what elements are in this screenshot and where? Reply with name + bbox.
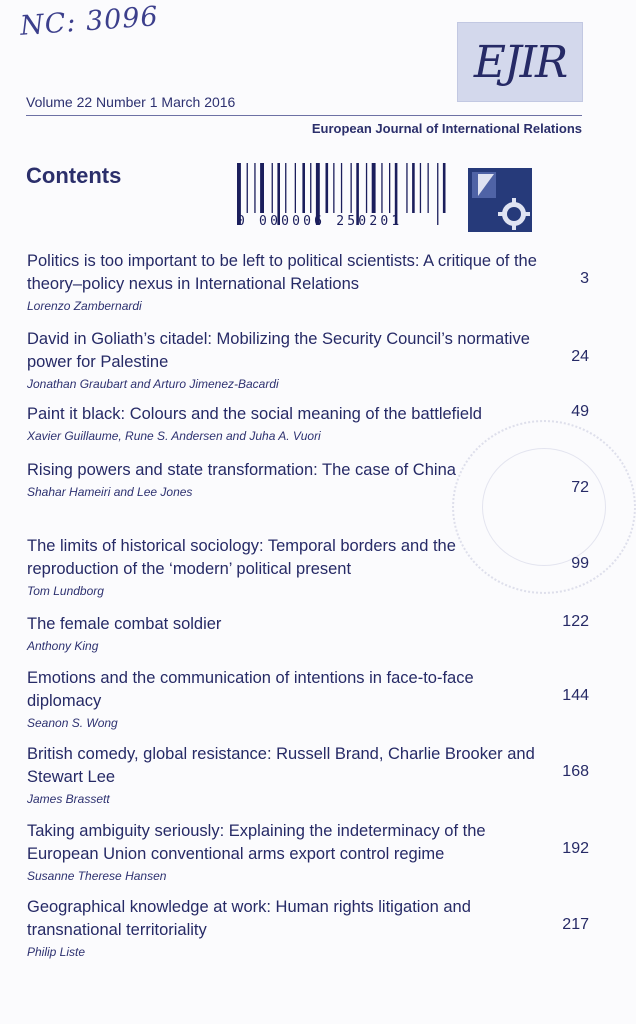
article-title: Taking ambiguity seriously: Explaining the indeterminacy of the European Union conventional arms export control regime [27,822,486,863]
article-title: Emotions and the communication of intentions in face-to-face diplomacy [27,669,474,710]
toc-entry [27,667,627,730]
handwritten-note: NC: 3096 [19,1,160,42]
article-title: Rising powers and state transformation: The case of China [27,461,456,479]
toc-entry [27,328,627,391]
toc-entry [27,743,627,806]
toc-entry [27,250,627,313]
barcode-digits: 0 000006 250201 [237,214,403,229]
journal-logo: EJIR [457,22,583,102]
article-page-number: 49 [571,403,589,420]
contents-heading: Contents [26,163,122,188]
article-authors: Shahar Hameiri and Lee Jones [27,485,193,499]
toc-entry [27,820,627,883]
article-title: The female combat soldier [27,615,222,633]
toc-entry [27,535,627,598]
volume-line: Volume 22 Number 1 March 2016 [26,94,236,110]
toc-entry [27,403,627,443]
article-page-number: 192 [562,840,589,857]
toc-entry [27,896,627,959]
article-page-number: 122 [562,613,589,630]
article-title: The limits of historical sociology: Temporal borders and the reproduction of the ‘modern’ political present [27,537,456,578]
article-authors: Xavier Guillaume, Rune S. Andersen and Juha A. Vuori [27,429,321,443]
article-authors: Anthony King [27,639,99,653]
article-page-number: 217 [562,916,589,933]
article-page-number: 72 [571,479,589,496]
article-authors: Jonathan Graubart and Arturo Jimenez-Bacardi [27,377,279,391]
article-title: David in Goliath’s citadel: Mobilizing the Security Council’s normative power for Palestine [27,330,530,371]
article-page-number: 99 [571,555,589,572]
article-authors: Lorenzo Zambernardi [27,299,142,313]
article-page-number: 144 [562,687,589,704]
article-authors: Tom Lundborg [27,584,104,598]
article-authors: Seanon S. Wong [27,716,118,730]
journal-name: European Journal of International Relations [311,121,582,136]
article-page-number: 168 [562,763,589,780]
article-authors: Philip Liste [27,945,86,959]
article-page-number: 3 [580,270,589,287]
article-title: Paint it black: Colours and the social meaning of the battlefield [27,405,482,423]
toc-entry [27,459,627,499]
article-page-number: 24 [571,348,589,365]
article-title: British comedy, global resistance: Russell Brand, Charlie Brooker and Stewart Lee [27,745,535,786]
toc-entry [27,613,627,653]
article-authors: James Brassett [27,792,110,806]
article-title: Geographical knowledge at work: Human rights litigation and transnational territoriality [27,898,471,939]
article-title: Politics is too important to be left to political scientists: A critique of the theory–policy nexus in International Relations [27,252,537,293]
article-authors: Susanne Therese Hansen [27,869,167,883]
